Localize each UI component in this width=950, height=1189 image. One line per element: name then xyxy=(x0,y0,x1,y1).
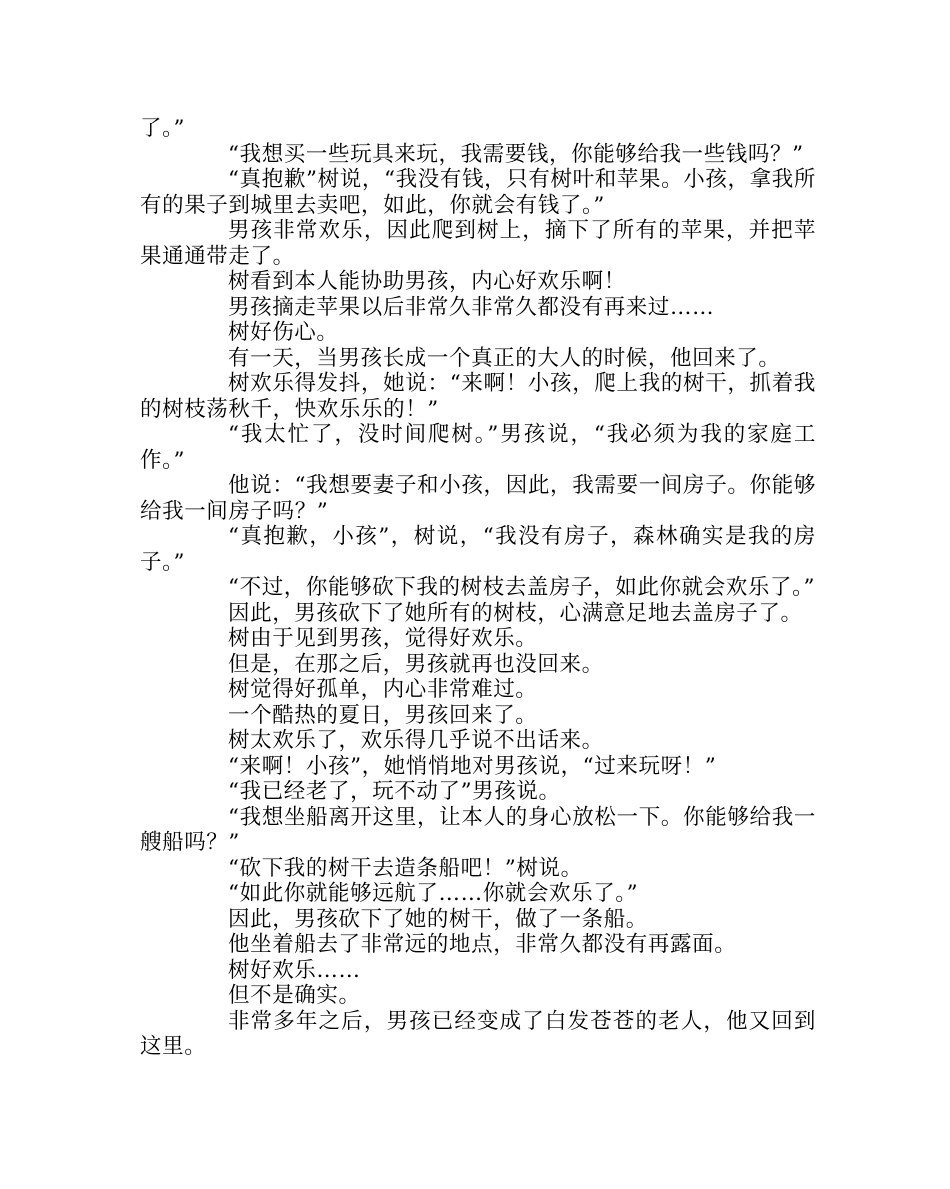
paragraph: 树看到本人能协助男孩，内心好欢乐啊！ xyxy=(228,269,626,294)
paragraph: 因此，男孩砍下了她所有的树枝，心满意足地去盖房子了。 xyxy=(228,600,803,626)
paragraph: 男孩非常欢乐，因此爬到树上，摘下了所有的苹果，并把苹果通通带走了。 xyxy=(140,218,816,269)
paragraph: 了。” xyxy=(140,116,186,141)
paragraph: “真抱歉，小孩”，树说，“我没有房子，森林确实是我的房子。” xyxy=(140,524,816,575)
paragraph: 男孩摘走苹果以后非常久非常久都没有再来过…… xyxy=(228,294,715,320)
paragraph: 非常多年之后，男孩已经变成了白发苍苍的老人，他又回到这里。 xyxy=(140,1008,816,1059)
paragraph: 树觉得好孤单，内心非常难过。 xyxy=(228,677,538,702)
paragraph: 但是，在那之后，男孩就再也没回来。 xyxy=(228,651,604,677)
paragraph: “我想坐船离开这里，让本人的身心放松一下。你能够给我一艘船吗？” xyxy=(140,804,816,855)
paragraph: 树好欢乐…… xyxy=(228,957,361,983)
paragraph: 因此，男孩砍下了她的树干，做了一条船。 xyxy=(228,906,648,932)
paragraph: 他坐着船去了非常远的地点，非常久都没有再露面。 xyxy=(228,932,737,957)
paragraph: 树太欢乐了，欢乐得几乎说不出话来。 xyxy=(228,728,604,753)
paragraph: “如此你就能够远航了……你就会欢乐了。” xyxy=(228,881,639,906)
paragraph: 他说：“我想要妻子和小孩，因此，我需要一间房子。你能够给我一间房子吗？” xyxy=(140,473,816,524)
paragraph: 树由于见到男孩，觉得好欢乐。 xyxy=(228,626,538,651)
paragraph: “我太忙了，没时间爬树。”男孩说，“我必须为我的家庭工作。” xyxy=(140,422,816,473)
paragraph: 树好伤心。 xyxy=(228,320,339,345)
document-page xyxy=(140,116,816,1060)
paragraph: “我想买一些玩具来玩，我需要钱，你能够给我一些钱吗？” xyxy=(228,141,804,167)
paragraph: “砍下我的树干去造条船吧！”树说。 xyxy=(228,855,583,881)
paragraph: 树欢乐得发抖，她说：“来啊！小孩，爬上我的树干，抓着我的树枝荡秋千，快欢乐乐的！” xyxy=(140,371,816,422)
paragraph: “我已经老了，玩不动了”男孩说。 xyxy=(228,779,561,804)
paragraph: 但不是确实。 xyxy=(228,983,361,1008)
paragraph: 有一天，当男孩长成一个真正的大人的时候，他回来了。 xyxy=(228,345,781,371)
paragraph: 一个酷热的夏日，男孩回来了。 xyxy=(228,702,538,728)
paragraph: “真抱歉”树说，“我没有钱，只有树叶和苹果。小孩，拿我所有的果子到城里去卖吧，如此，你就会有钱了。” xyxy=(140,167,816,218)
paragraph: “不过，你能够砍下我的树枝去盖房子，如此你就会欢乐了。” xyxy=(228,575,816,600)
paragraph: “来啊！小孩”，她悄悄地对男孩说，“过来玩呀！” xyxy=(228,753,717,779)
